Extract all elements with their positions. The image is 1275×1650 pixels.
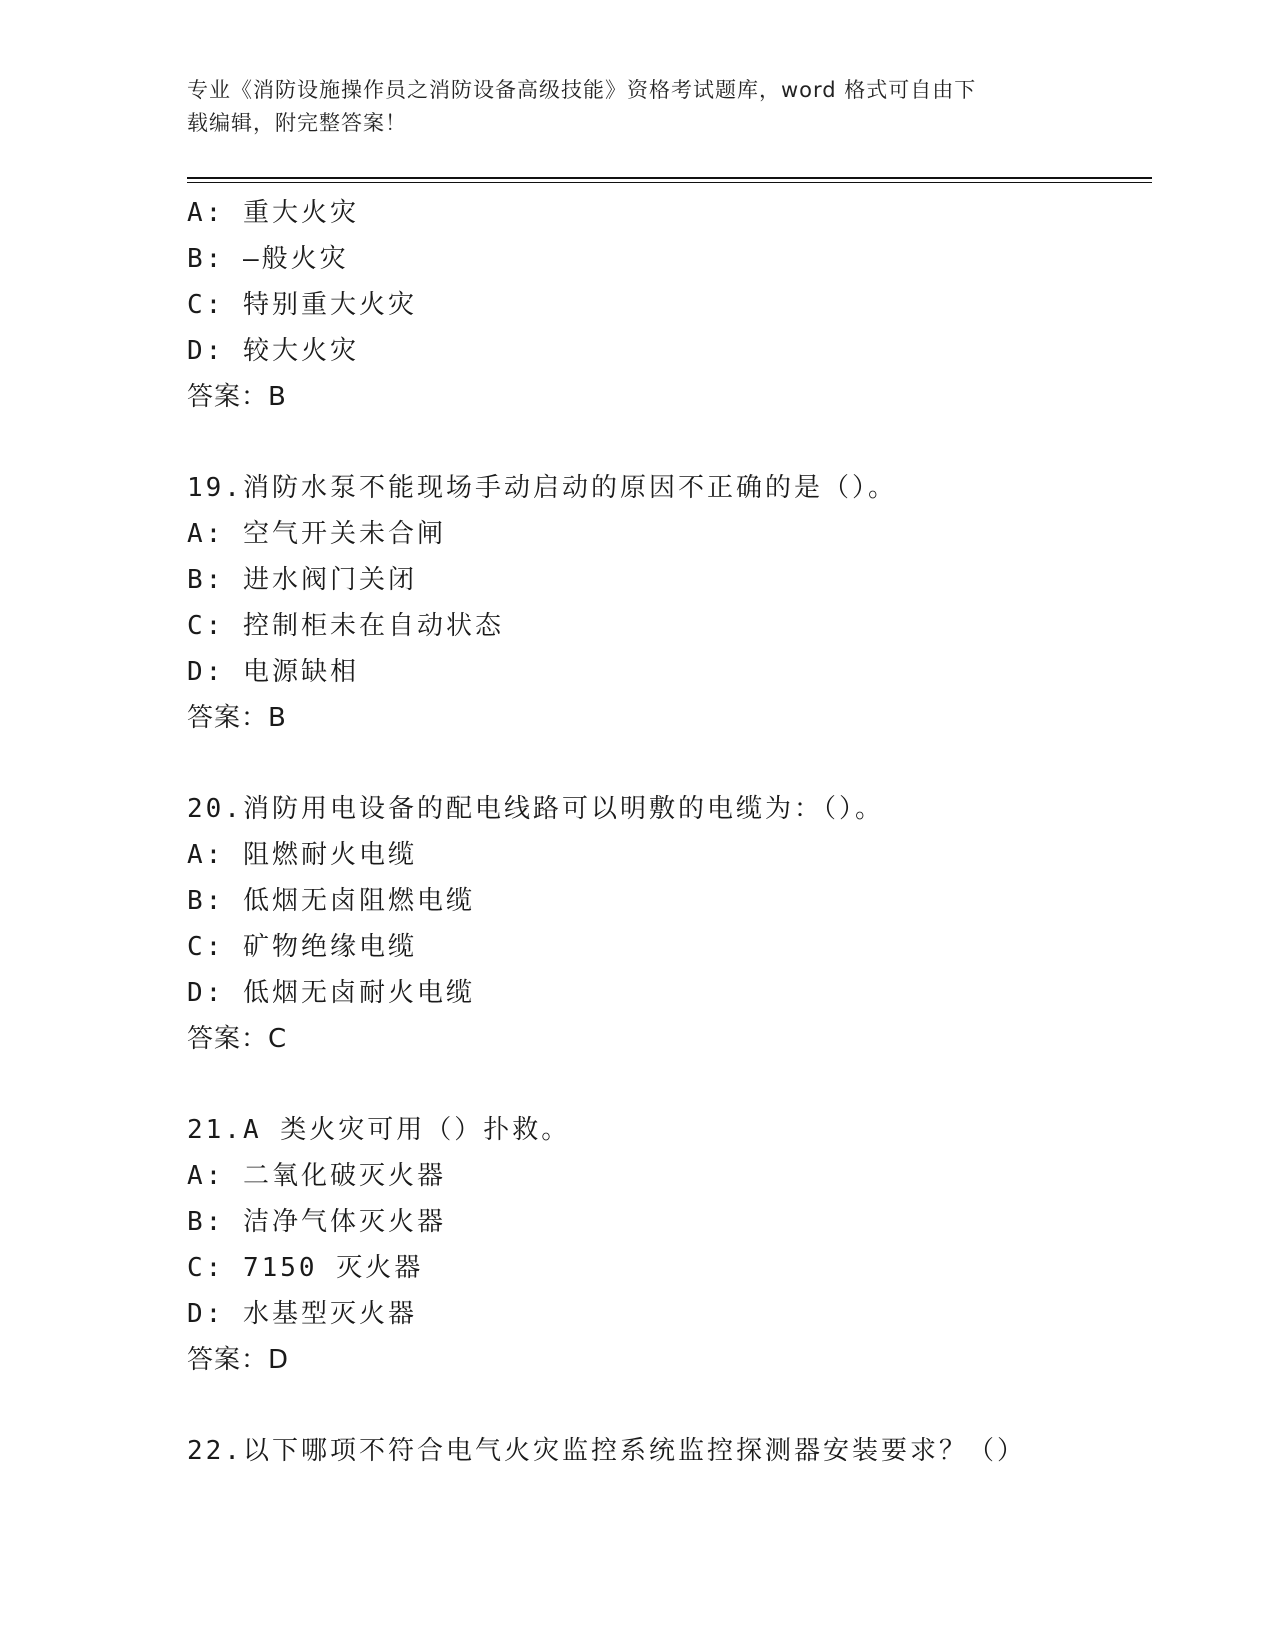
- header-line-2: 载编辑，附完整答案！: [187, 111, 407, 135]
- q21-option-a: A: 二氧化破灭火器: [187, 1161, 446, 1191]
- q21-question: 21.A 类火灾可用（）扑救。: [187, 1115, 571, 1145]
- question-18-block: [187, 190, 1147, 420]
- q19-answer: 答案：B: [187, 703, 287, 733]
- q18-option-c: C: 特别重大火灾: [187, 290, 417, 320]
- q20-option-a: A: 阻燃耐火电缆: [187, 840, 417, 870]
- header-line-1: 专业《消防设施操作员之消防设备高级技能》资格考试题库，word 格式可自由下: [187, 78, 977, 102]
- question-22-block: [187, 1428, 1147, 1474]
- q19-question: 19.消防水泵不能现场手动启动的原因不正确的是（）。: [187, 473, 897, 503]
- header-divider-thick: [187, 177, 1152, 179]
- q21-answer: 答案：D: [187, 1345, 290, 1375]
- q20-option-c: C: 矿物绝缘电缆: [187, 932, 417, 962]
- question-19-block: [187, 465, 1147, 741]
- q19-option-b: B: 进水阀门关闭: [187, 565, 417, 595]
- question-20-block: [187, 786, 1147, 1062]
- q19-option-d: D: 电源缺相: [187, 657, 359, 687]
- q20-option-b: B: 低烟无卤阻燃电缆: [187, 886, 475, 916]
- q22-question: 22.以下哪项不符合电气火灾监控系统监控探测器安装要求？（）: [187, 1436, 1026, 1466]
- q18-option-a: A: 重大火灾: [187, 198, 359, 228]
- q18-answer: 答案：B: [187, 382, 287, 412]
- q18-option-b: B: —般火灾: [187, 244, 349, 274]
- question-21-block: [187, 1107, 1147, 1383]
- q21-option-b: B: 洁净气体灭火器: [187, 1207, 446, 1237]
- q21-option-d: D: 水基型灭火器: [187, 1299, 417, 1329]
- q20-option-d: D: 低烟无卤耐火电缆: [187, 978, 475, 1008]
- q20-answer: 答案：C: [187, 1024, 288, 1054]
- header-divider-thin: [187, 182, 1152, 183]
- q18-option-d: D: 较大火灾: [187, 336, 359, 366]
- question-list: [187, 190, 1147, 1474]
- q20-question: 20.消防用电设备的配电线路可以明敷的电缆为：（）。: [187, 794, 884, 824]
- q21-option-c: C: 7150 灭火器: [187, 1253, 424, 1283]
- q19-option-c: C: 控制柜未在自动状态: [187, 611, 504, 641]
- page-header: [187, 74, 1087, 140]
- q19-option-a: A: 空气开关未合闸: [187, 519, 446, 549]
